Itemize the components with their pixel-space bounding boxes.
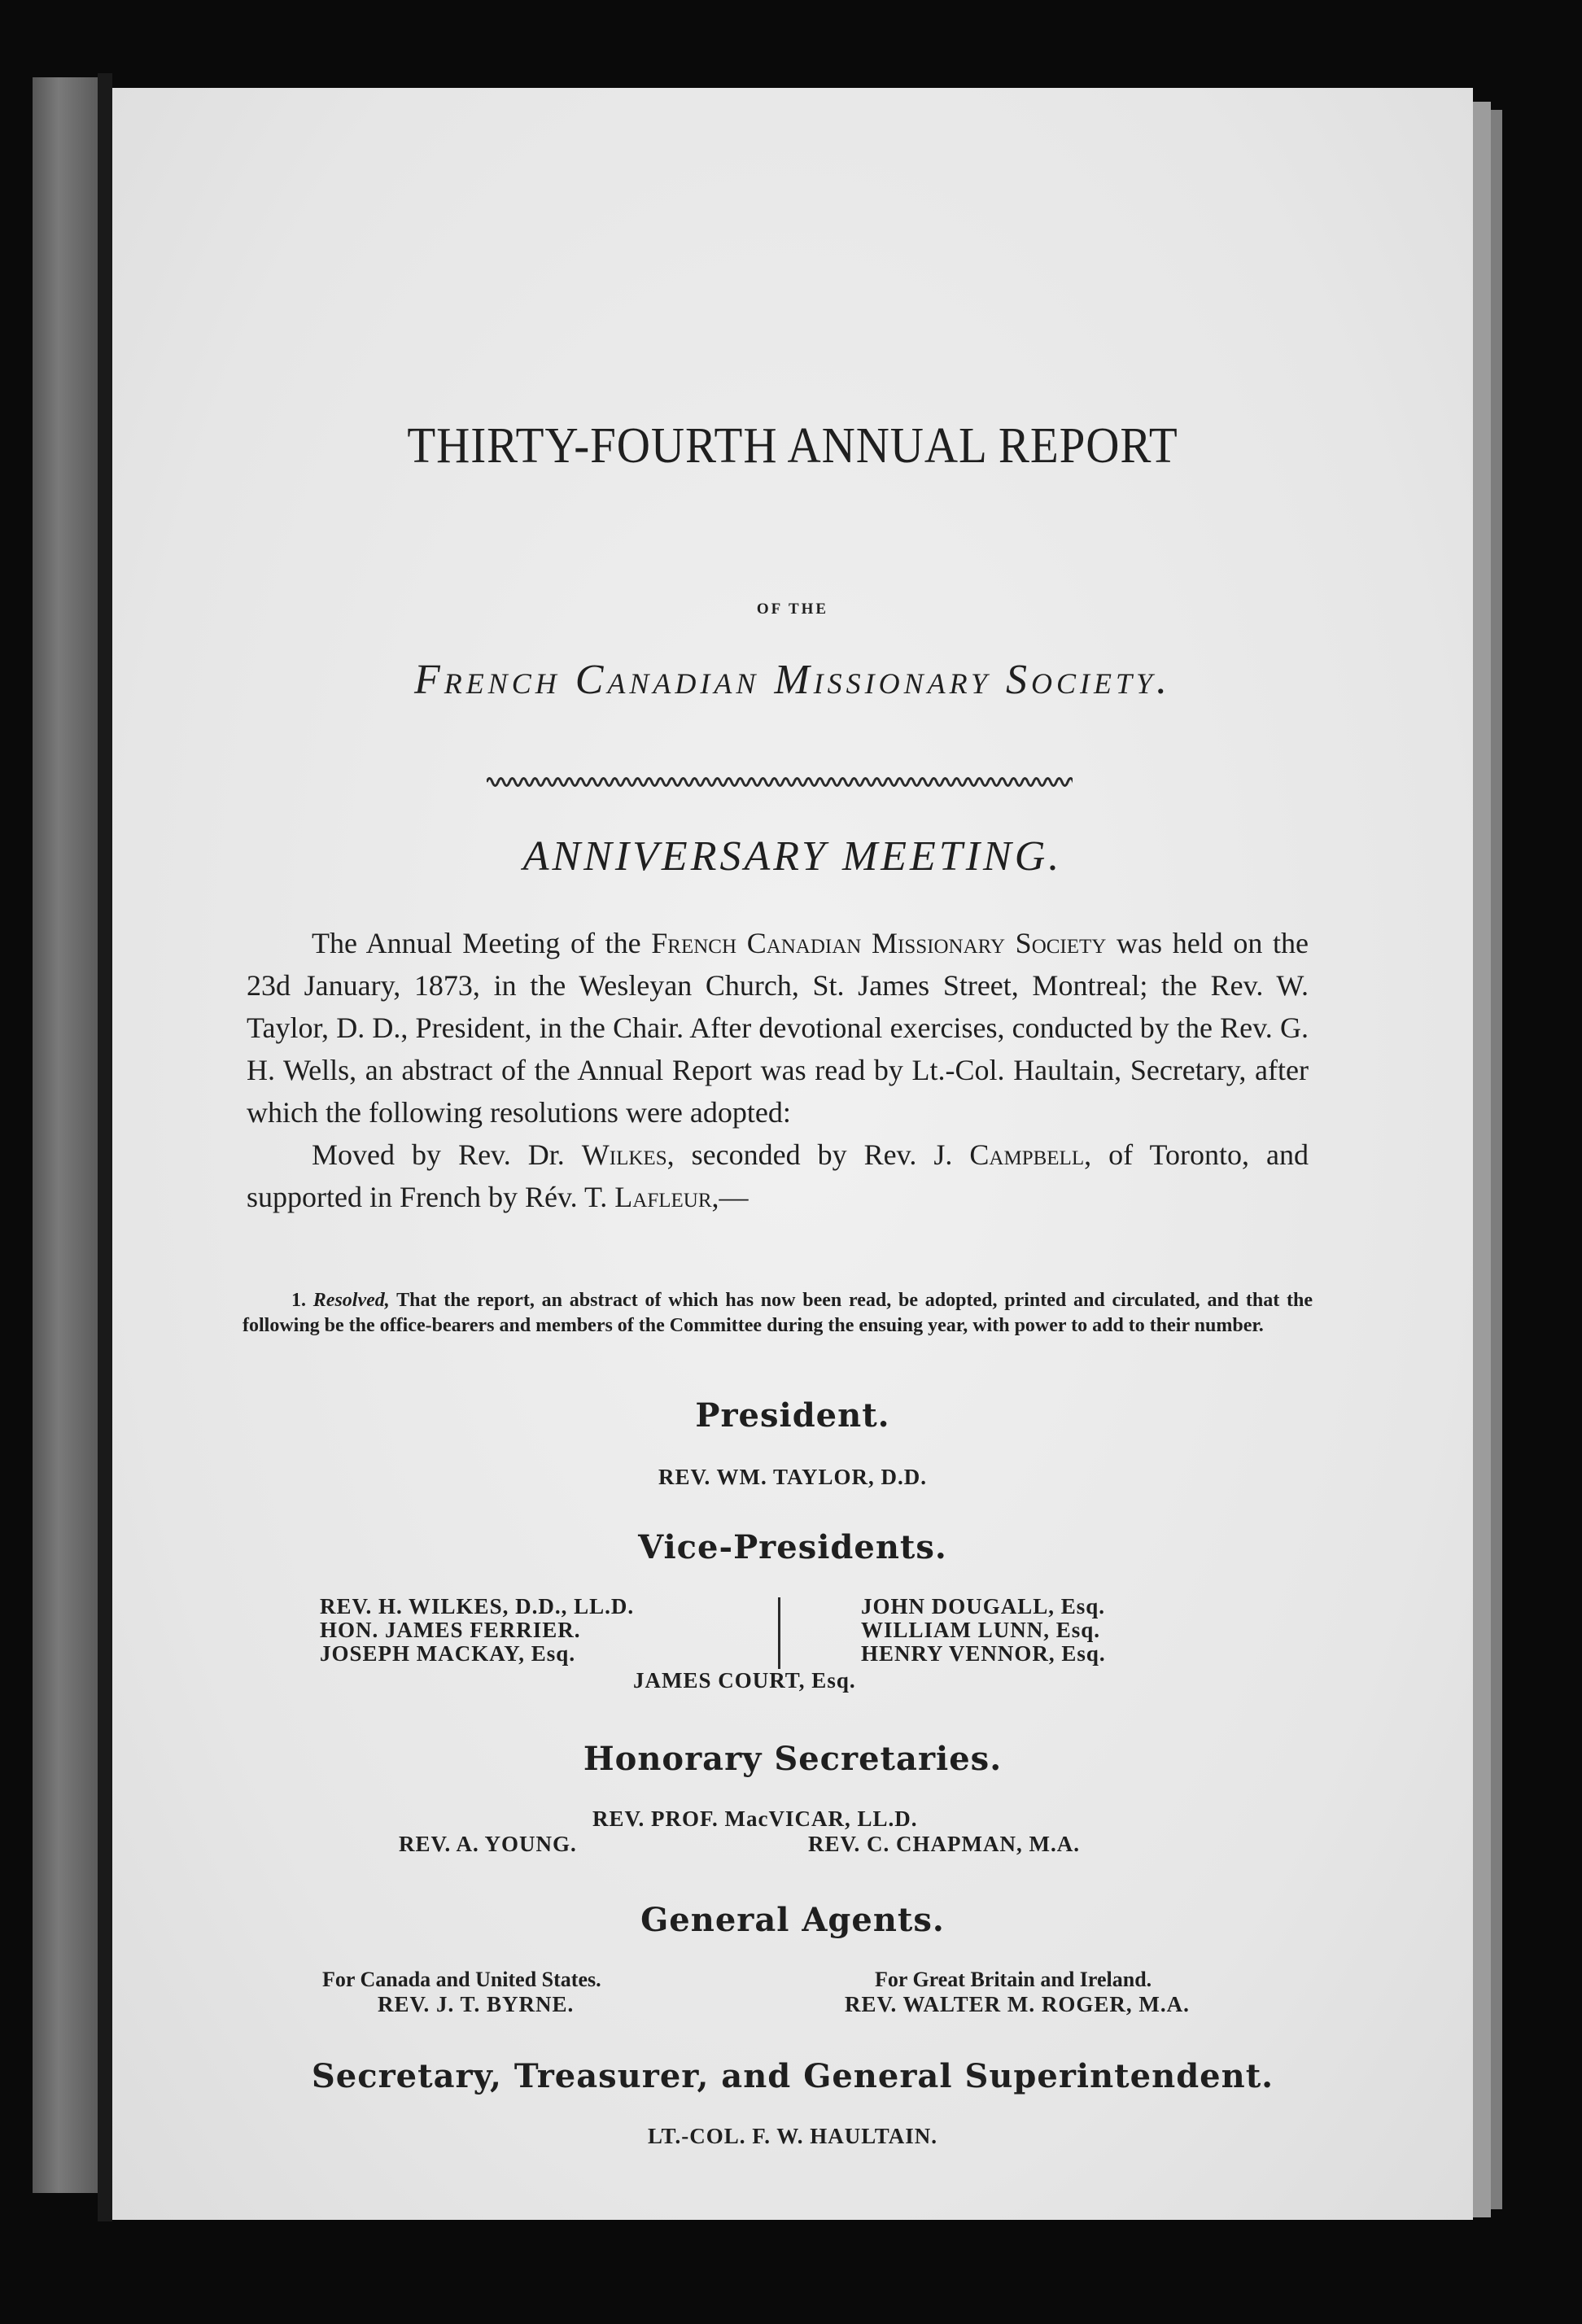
person-name-inline: Lafleur xyxy=(614,1181,712,1213)
general-agents-heading: General Agents. xyxy=(640,1901,945,1939)
meeting-description xyxy=(247,922,1309,1218)
text-run: , seconded by Rev. J. xyxy=(666,1138,970,1171)
spine-shadow xyxy=(98,73,112,2221)
agent-region-label: For Canada and United States. xyxy=(322,1968,601,1991)
document-page xyxy=(112,88,1473,2220)
resolution-body: That the report, an abstract of which has now been read, be adopted, printed and circulated, and that the following be the office-bearers and members of the Committee during the ensuing year, with power to add to their number. xyxy=(243,1290,1313,1336)
society-name: French Canadian Missionary Society. xyxy=(413,657,1172,703)
honorary-secretary-name: REV. C. CHAPMAN, M.A. xyxy=(808,1832,1080,1856)
vice-presidents-heading: Vice-Presidents. xyxy=(638,1528,947,1566)
wavy-divider-ornament xyxy=(487,770,1073,794)
page-edge xyxy=(1473,102,1491,2217)
honorary-secretary-name: REV. PROF. MacVICAR, LL.D. xyxy=(592,1806,918,1831)
president-name: REV. WM. TAYLOR, D.D. xyxy=(658,1465,928,1489)
honorary-secretary-name: REV. A. YOUNG. xyxy=(399,1832,577,1856)
text-run: Moved by Rev. Dr. xyxy=(312,1138,582,1171)
paragraph-meeting xyxy=(247,922,1309,1134)
book-spine xyxy=(33,77,98,2193)
paragraph-motion xyxy=(247,1134,1309,1218)
person-name-inline: Wilkes xyxy=(581,1138,667,1171)
agent-name: REV. WALTER M. ROGER, M.A. xyxy=(845,1992,1190,2016)
agent-name: REV. J. T. BYRNE. xyxy=(378,1992,575,2016)
secretary-name: LT.-COL. F. W. HAULTAIN. xyxy=(647,2124,938,2148)
report-title: THIRTY-FOURTH ANNUAL REPORT xyxy=(407,418,1178,474)
text-run: The Annual Meeting of the xyxy=(312,927,652,959)
vice-president-name: JOHN DOUGALL, Esq. xyxy=(861,1594,1106,1618)
vice-president-name: REV. H. WILKES, D.D., LL.D. xyxy=(320,1594,635,1618)
page-edge-shadow xyxy=(1491,110,1502,2209)
resolved-label: Resolved, xyxy=(312,1290,390,1311)
vice-president-name: JAMES COURT, Esq. xyxy=(633,1668,856,1693)
resolution-number: 1. xyxy=(291,1290,306,1311)
person-name-inline: Campbell xyxy=(969,1138,1085,1171)
agent-region-label: For Great Britain and Ireland. xyxy=(875,1968,1152,1991)
president-heading: President. xyxy=(695,1396,890,1435)
meeting-heading: ANNIVERSARY MEETING. xyxy=(522,833,1063,880)
honorary-secretaries-heading: Honorary Secretaries. xyxy=(583,1740,1003,1778)
text-run: was held on the 23d January, 1873, in the Wesleyan Church, St. James Street, Montreal; the Rev. W. Taylor, D. D., President, in the Chair. After devotional exercises, conducted by the Rev. G. H. Wells, an abstract of the Annual Report was read by Lt.-Col. Haultain, Secretary, after which the following resolutions were adopted: xyxy=(247,927,1309,1129)
text-run: , of Toronto, and supported in French by Rév. T. xyxy=(247,1138,1309,1213)
of-the-label: OF THE xyxy=(756,601,829,618)
secretary-heading: Secretary, Treasurer, and General Superintendent. xyxy=(311,2057,1274,2095)
resolution-text xyxy=(243,1288,1313,1339)
column-divider xyxy=(778,1597,780,1669)
vice-president-name: HON. JAMES FERRIER. xyxy=(320,1618,581,1642)
vice-president-name: WILLIAM LUNN, Esq. xyxy=(861,1618,1101,1642)
vice-presidents-left-column xyxy=(320,1595,759,1666)
vice-president-name: JOSEPH MACKAY, Esq. xyxy=(320,1641,576,1666)
vice-president-name: HENRY VENNOR, Esq. xyxy=(861,1641,1106,1666)
text-run: ,— xyxy=(711,1181,749,1213)
society-name-inline: French Canadian Missionary Society xyxy=(651,927,1107,959)
vice-presidents-right-column xyxy=(861,1595,1284,1666)
